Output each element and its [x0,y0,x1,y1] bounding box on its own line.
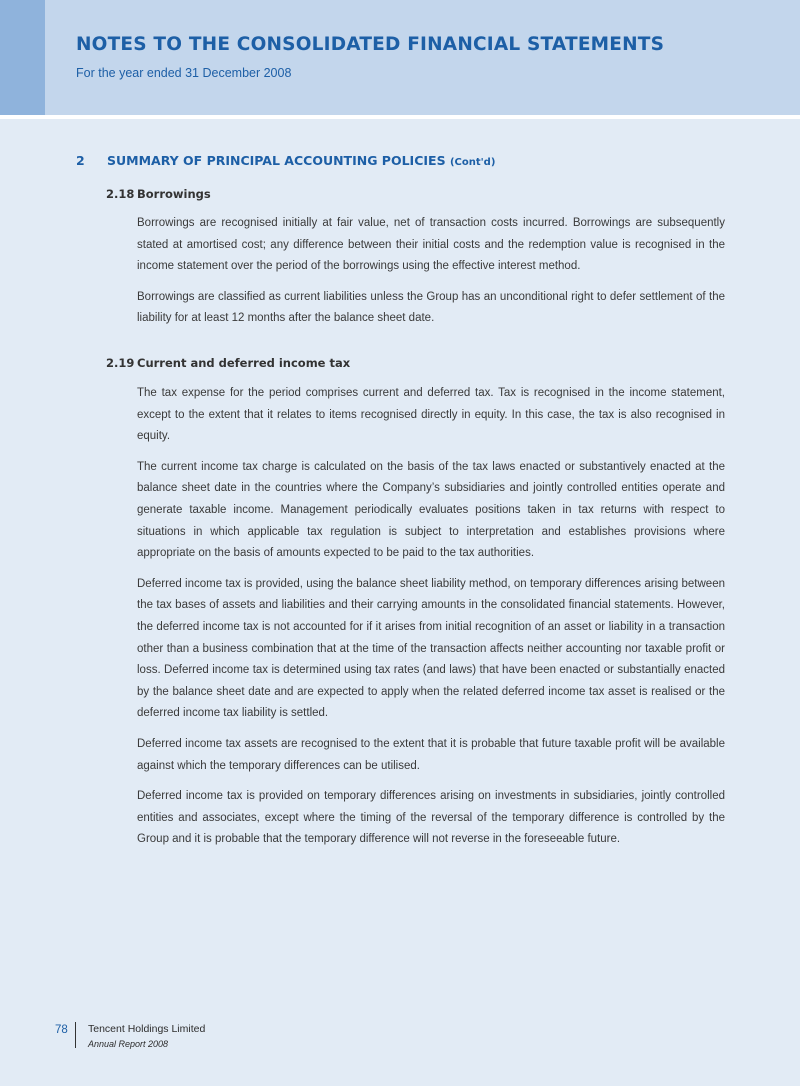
paragraph: The tax expense for the period comprises current and deferred tax. Tax is recognised in the income statement, except to the extent that it relates to items recognised directly in equity. In this case, the tax is also recognised in equity. [137,387,725,443]
page-title: NOTES TO THE CONSOLIDATED FINANCIAL STATEMENTS [76,34,665,55]
section-continued-label: (Cont'd) [449,157,496,168]
subsection-body-borrowings [137,213,725,339]
subsection-title: Current and deferred income tax [137,356,351,370]
subsection-heading-income-tax [106,356,350,370]
page-header [0,0,800,115]
header-divider [0,115,800,119]
subsection-number: 2.18 [106,187,135,201]
page-subtitle: For the year ended 31 December 2008 [76,66,292,80]
paragraph: Deferred income tax is provided on temporary differences arising on investments in subsidiaries, jointly controlled entities and associates, except where the timing of the reversal of the temporary difference is controlled by the Group and it is probable that the temporary difference will not reverse in the foreseeable future. [137,790,725,846]
page-number: 78 [55,1024,68,1036]
section-title: SUMMARY OF PRINCIPAL ACCOUNTING POLICIES [107,153,446,168]
footer-divider [75,1022,76,1048]
subsection-number: 2.19 [106,356,135,370]
section-number: 2 [76,153,85,168]
subsection-title: Borrowings [137,187,211,201]
subsection-heading-borrowings [106,187,211,201]
header-accent-bar [0,0,45,115]
footer-company-name: Tencent Holdings Limited [88,1023,206,1035]
subsection-body-income-tax [137,383,725,860]
paragraph: Deferred income tax is provided, using the balance sheet liability method, on temporary differences arising between the tax bases of assets and liabilities and their carrying amounts in the consolidated financial statements. However, the deferred income tax is not accounted for if it arises from initial recognition of an asset or liability in a transaction other than a business combination that at the time of the transaction affects neither accounting nor taxable profit or loss. Deferred income tax is determined using tax rates (and laws) that have been enacted or substantially enacted by the balance sheet date and are expected to apply when the related deferred income tax asset is realised or the deferred income tax liability is settled. [137,577,725,720]
paragraph: Borrowings are recognised initially at fair value, net of transaction costs incurred. Borrowings are subsequently stated at amortised cost; any difference between their initial costs and the redemption value is recognised in the income statement over the period of the borrowings using the effective interest method. [137,217,725,273]
paragraph: Borrowings are classified as current liabilities unless the Group has an unconditional right to defer settlement of the liability for at least 12 months after the balance sheet date. [137,290,725,325]
section-heading [76,153,495,168]
paragraph: Deferred income tax assets are recognised to the extent that it is probable that future taxable profit will be available against which the temporary differences can be utilised. [137,737,725,772]
footer-report-name: Annual Report 2008 [88,1039,169,1049]
paragraph: The current income tax charge is calculated on the basis of the tax laws enacted or substantively enacted at the balance sheet date in the countries where the Company’s subsidiaries and jointly controlled entities operate and generate taxable income. Management periodically evaluates positions taken in tax returns with respect to situations in which applicable tax regulation is subject to interpretation and establishes provisions where appropriate on the basis of amounts expected to be paid to the tax authorities. [137,460,725,560]
